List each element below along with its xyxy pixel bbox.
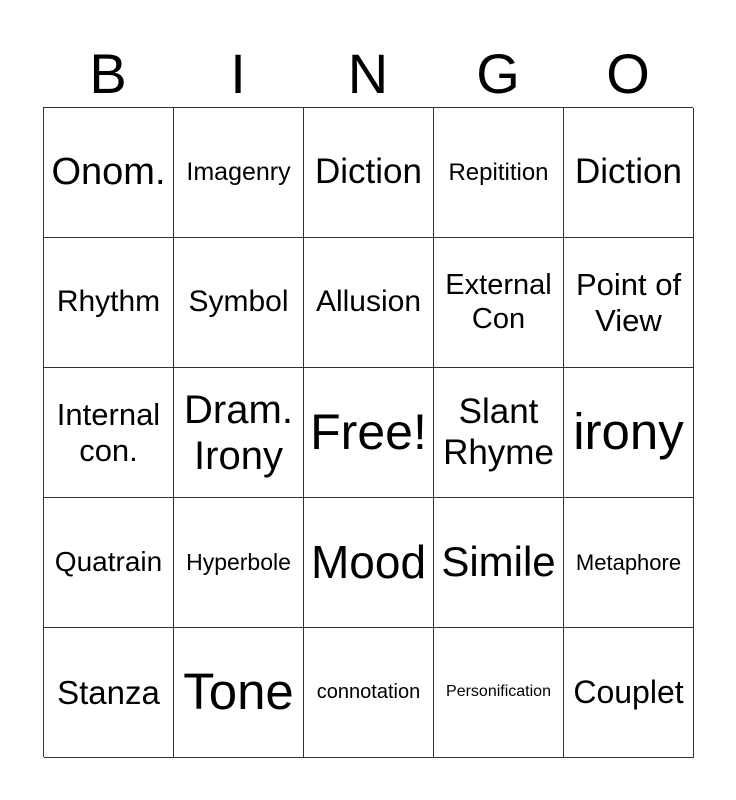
- cell-text: Rhythm: [56, 285, 161, 319]
- bingo-cell-r0-c4[interactable]: [564, 108, 694, 238]
- cell-text: Hyperbole: [186, 549, 291, 576]
- cell-text: Onom.: [51, 150, 166, 193]
- bingo-cell-r1-c0[interactable]: [44, 238, 174, 368]
- cell-text: Free!: [310, 403, 427, 460]
- bingo-header: [43, 40, 693, 108]
- cell-text: Dram. Irony: [184, 387, 293, 478]
- cell-text: Stanza: [57, 673, 160, 711]
- cell-text: Tone: [183, 663, 294, 721]
- bingo-cell-r3-c3[interactable]: [434, 498, 564, 628]
- bingo-board: [43, 107, 693, 757]
- bingo-cell-r0-c1[interactable]: [174, 108, 304, 238]
- bingo-cell-r3-c2[interactable]: [304, 498, 434, 628]
- bingo-cell-r4-c4[interactable]: [564, 628, 694, 758]
- cell-text: Imagenry: [186, 158, 291, 187]
- header-letter-i: I: [230, 42, 246, 105]
- bingo-cell-r0-c0[interactable]: [44, 108, 174, 238]
- bingo-cell-r1-c3[interactable]: [434, 238, 564, 368]
- bingo-cell-r0-c2[interactable]: [304, 108, 434, 238]
- cell-text: Allusion: [315, 285, 422, 319]
- cell-text: irony: [573, 403, 684, 461]
- bingo-cell-r4-c2[interactable]: [304, 628, 434, 758]
- bingo-cell-r4-c0[interactable]: [44, 628, 174, 758]
- cell-text: External Con: [445, 269, 552, 335]
- cell-text: Personification: [446, 683, 551, 701]
- cell-text: Mood: [310, 536, 427, 589]
- bingo-cell-r0-c3[interactable]: [434, 108, 564, 238]
- cell-text: Point of View: [575, 266, 682, 338]
- bingo-cell-r4-c1[interactable]: [174, 628, 304, 758]
- bingo-cell-r3-c1[interactable]: [174, 498, 304, 628]
- bingo-cell-r1-c4[interactable]: [564, 238, 694, 368]
- cell-text: Couplet: [573, 674, 684, 711]
- cell-text: Repitition: [448, 158, 549, 186]
- header-letter-n: N: [347, 42, 389, 105]
- bingo-cell-r2-c4[interactable]: [564, 368, 694, 498]
- bingo-cell-r2-c3[interactable]: [434, 368, 564, 498]
- cell-text: Internal con.: [56, 396, 161, 468]
- bingo-cell-r3-c4[interactable]: [564, 498, 694, 628]
- cell-text: Diction: [315, 152, 422, 192]
- cell-text: Diction: [575, 152, 682, 192]
- bingo-cell-r1-c2[interactable]: [304, 238, 434, 368]
- bingo-cell-r2-c1[interactable]: [174, 368, 304, 498]
- header-letter-b: B: [89, 42, 127, 105]
- cell-text: Symbol: [188, 285, 289, 319]
- bingo-cell-r3-c0[interactable]: [44, 498, 174, 628]
- cell-text: Slant Rhyme: [443, 392, 554, 472]
- bingo-cell-r2-c2[interactable]: [304, 368, 434, 498]
- header-letter-g: G: [476, 42, 520, 105]
- bingo-cell-r4-c3[interactable]: [434, 628, 564, 758]
- header-letter-o: O: [606, 42, 650, 105]
- cell-text: Simile: [441, 538, 556, 586]
- cell-text: connotation: [316, 681, 421, 703]
- bingo-cell-r2-c0[interactable]: [44, 368, 174, 498]
- cell-text: Metaphore: [575, 549, 682, 575]
- cell-text: Quatrain: [54, 546, 163, 578]
- bingo-cell-r1-c1[interactable]: [174, 238, 304, 368]
